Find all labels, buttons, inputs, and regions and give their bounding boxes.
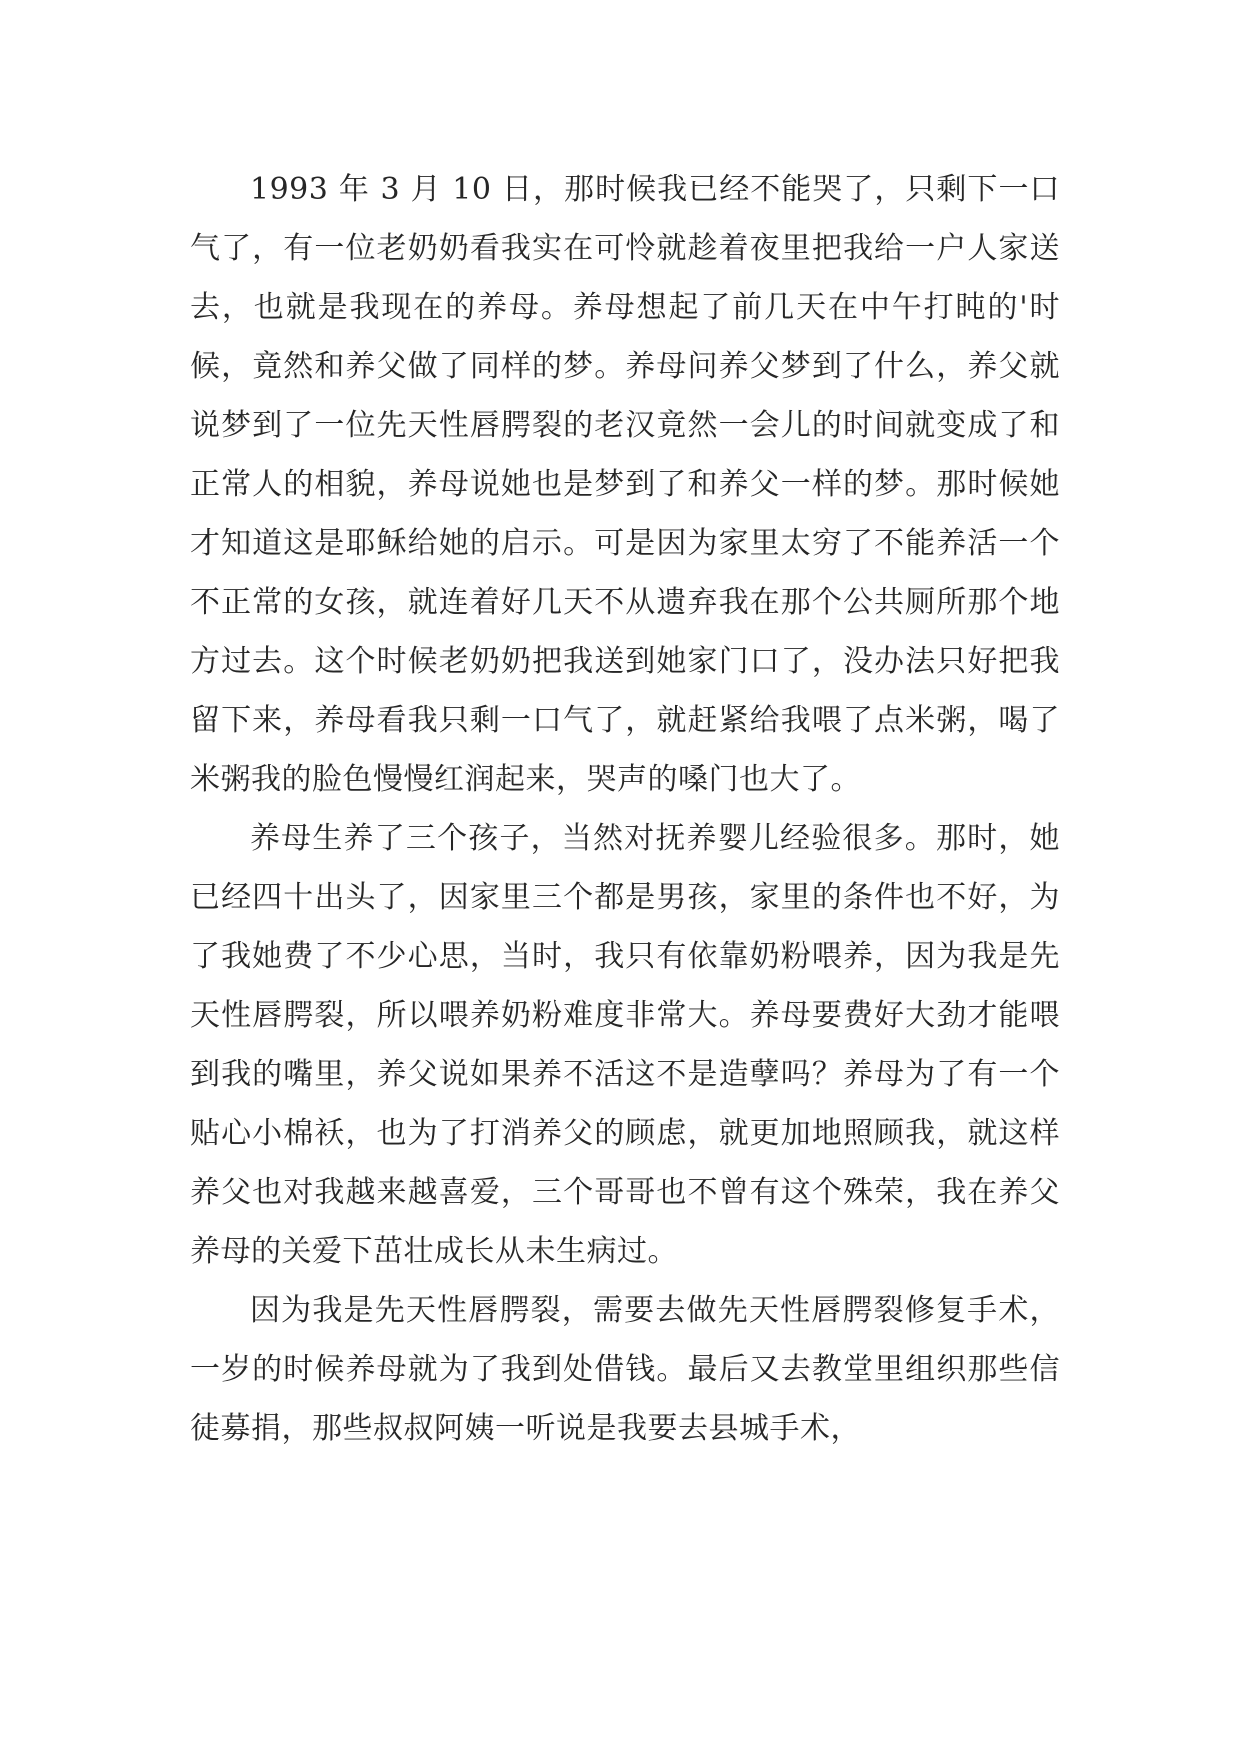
document-body [190,160,1060,1458]
paragraph: 因为我是先天性唇腭裂，需要去做先天性唇腭裂修复手术，一岁的时候养母就为了我到处借钱。最后又去教堂里组织那些信徒募捐，那些叔叔阿姨一听说是我要去县城手术， [190,1293,1060,1446]
paragraph: 1993 年 3 月 10 日，那时候我已经不能哭了，只剩下一口气了，有一位老奶奶看我实在可怜就趁着夜里把我给一户人家送去，也就是我现在的养母。养母想起了前几天在中午打盹的'时候，竟然和养父做了同样的梦。养母问养父梦到了什么，养父就说梦到了一位先天性唇腭裂的老汉竟然一会儿的时间就变成了和正常人的相貌，养母说她也是梦到了和养父一样的梦。那时候她才知道这是耶稣给她的启示。可是因为家里太穷了不能养活一个不正常的女孩，就连着好几天不从遗弃我在那个公共厕所那个地方过去。这个时候老奶奶把我送到她家门口了，没办法只好把我留下来，养母看我只剩一口气了，就赶紧给我喂了点米粥，喝了米粥我的脸色慢慢红润起来，哭声的嗓门也大了。 [190,172,1060,797]
paragraph: 养母生养了三个孩子，当然对抚养婴儿经验很多。那时，她已经四十出头了，因家里三个都是男孩，家里的条件也不好，为了我她费了不少心思，当时，我只有依靠奶粉喂养，因为我是先天性唇腭裂，所以喂养奶粉难度非常大。养母要费好大劲才能喂到我的嘴里，养父说如果养不活这不是造孽吗？养母为了有一个贴心小棉袄，也为了打消养父的顾虑，就更加地照顾我，就这样养父也对我越来越喜爱，三个哥哥也不曾有这个殊荣，我在养父养母的关爱下茁壮成长从未生病过。 [190,821,1060,1269]
